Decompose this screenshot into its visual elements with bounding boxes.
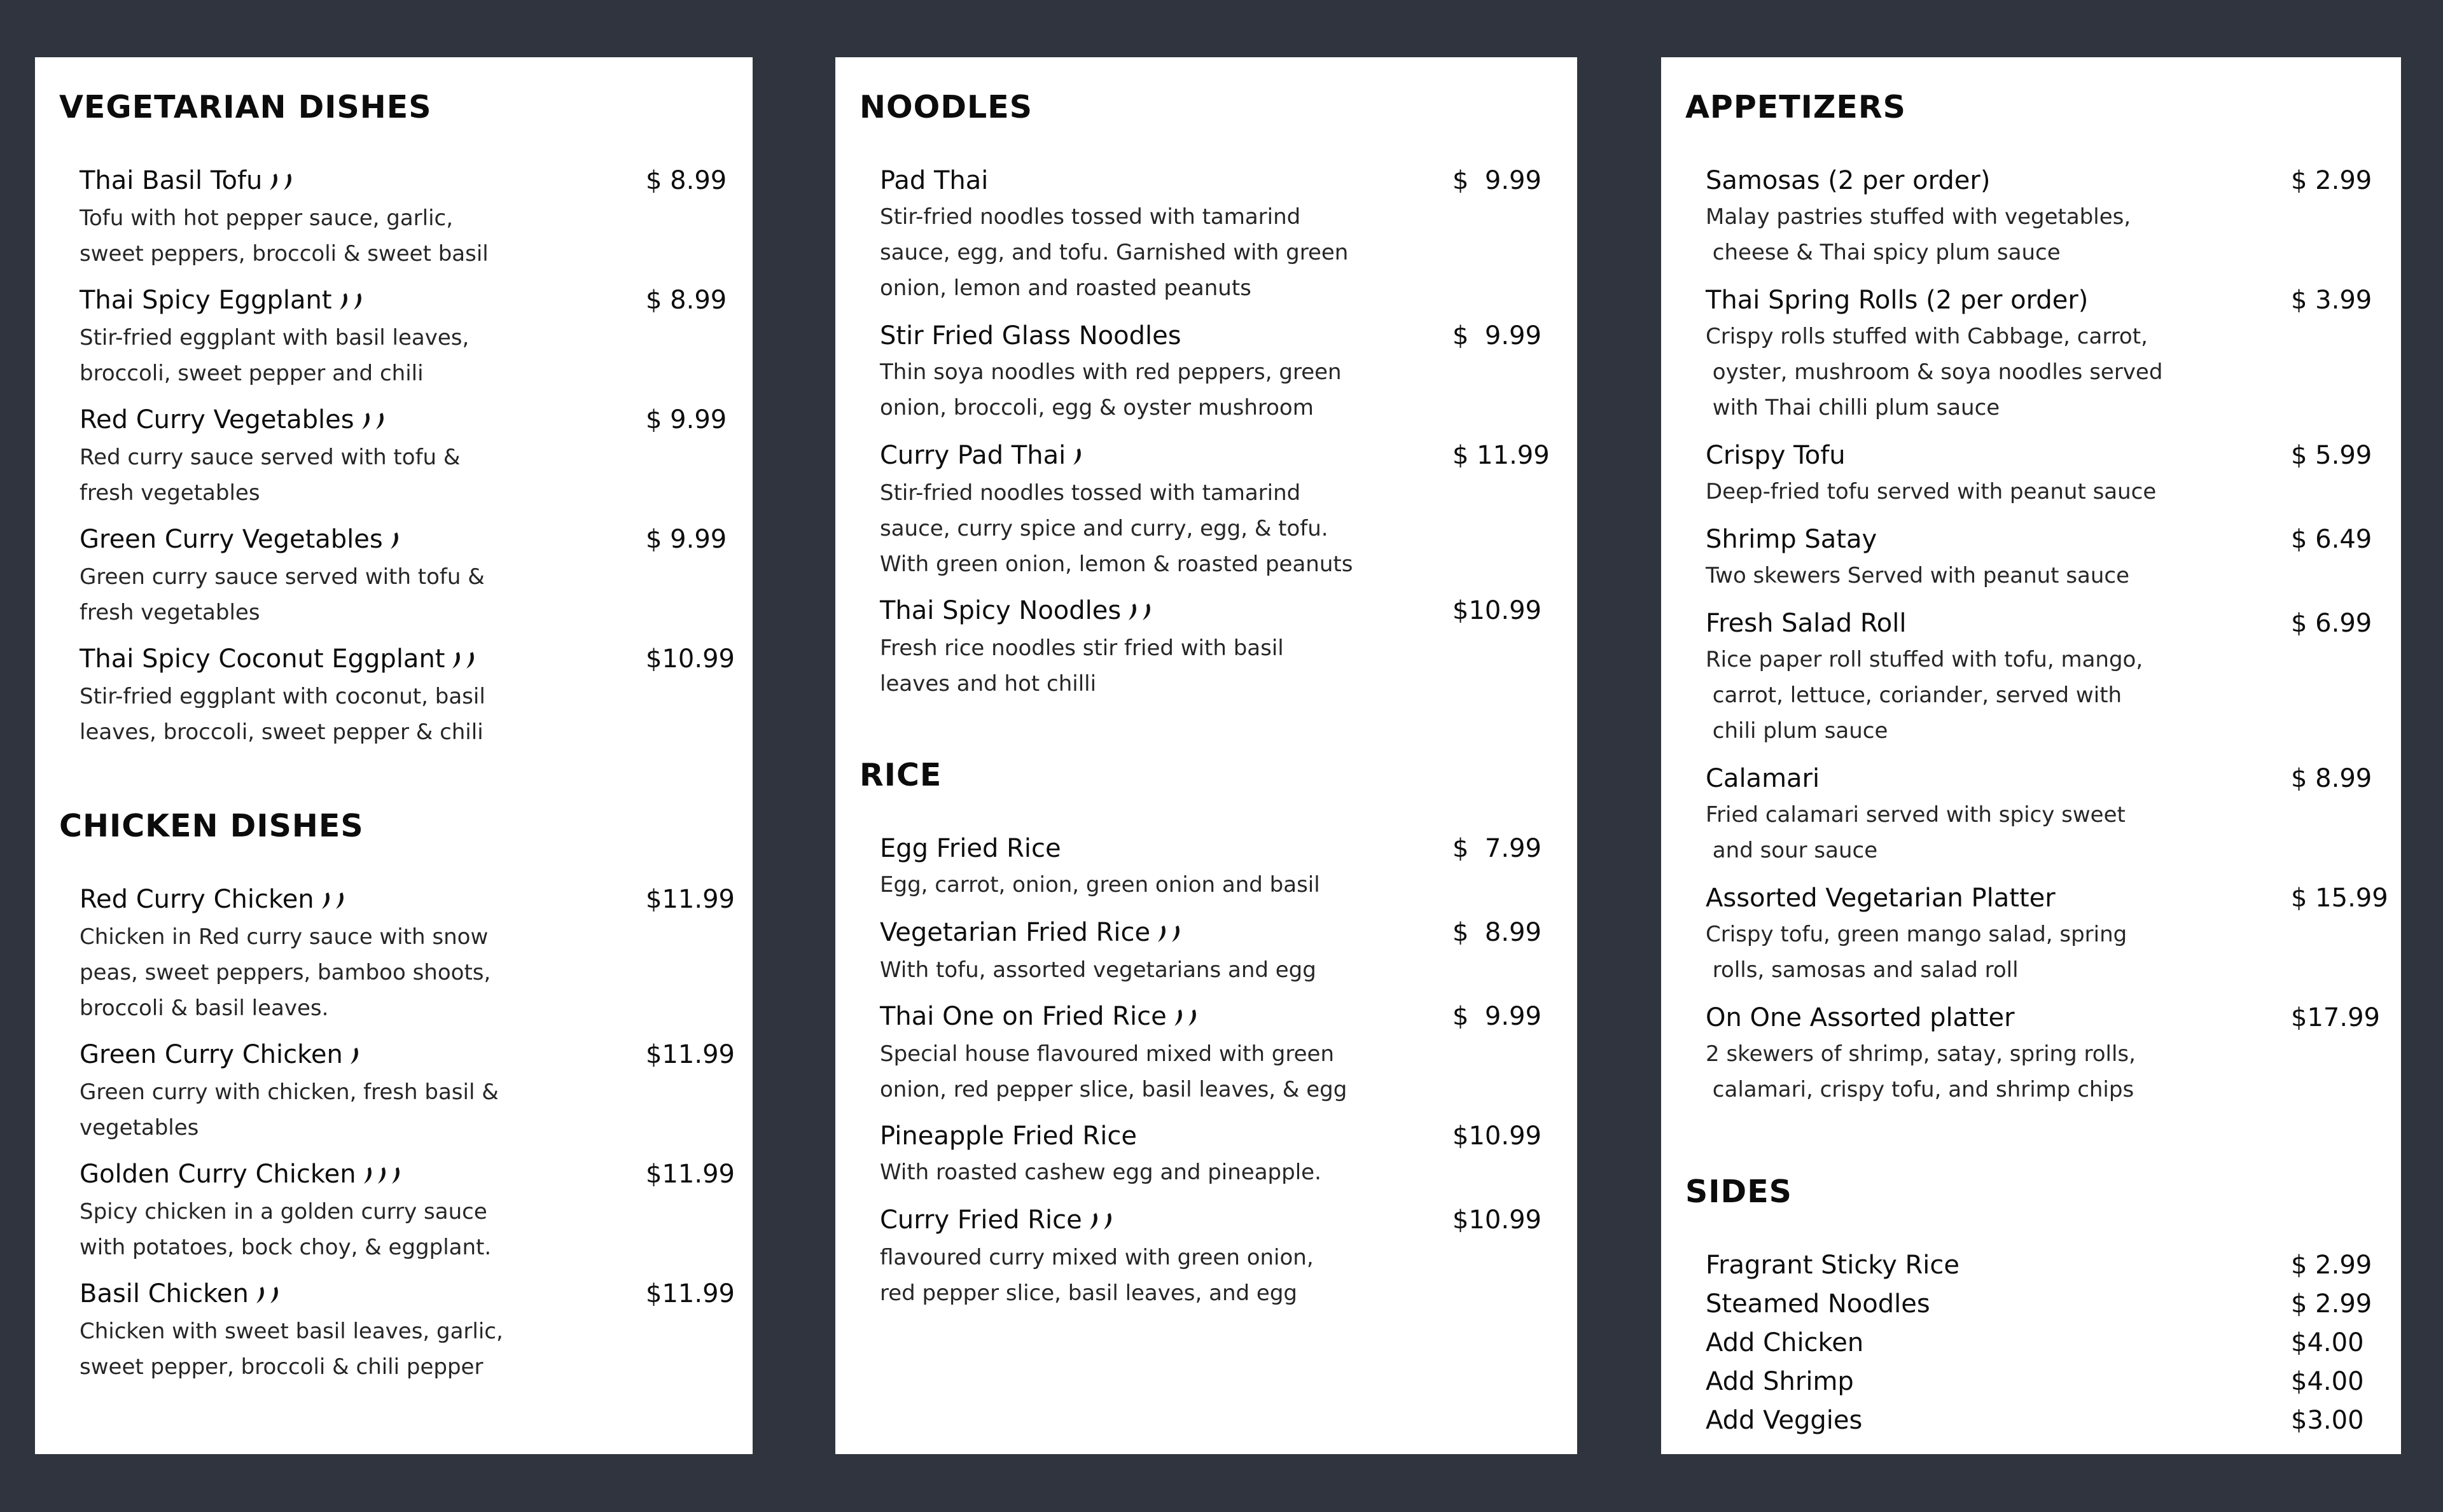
section-title: RICE <box>860 757 942 793</box>
menu-item <box>880 592 1577 702</box>
item-name-text: Pad Thai <box>880 166 989 195</box>
item-description-line: Fresh rice noodles stir fried with basil <box>880 635 1284 661</box>
item-price: $ 2.99 <box>2291 1251 2372 1280</box>
menu-item <box>80 1036 753 1146</box>
chili-pepper-icon <box>359 408 387 434</box>
side-item <box>1706 1402 2401 1439</box>
item-description-line: sauce, curry spice and curry, egg, & tofu. <box>880 516 1328 541</box>
item-name-text: Egg Fried Rice <box>880 834 1061 863</box>
section-title: NOODLES <box>860 89 1033 125</box>
item-name-text: Fragrant Sticky Rice <box>1706 1251 1959 1280</box>
item-description-line: carrot, lettuce, coriander, served with <box>1706 683 2122 708</box>
item-description-line: Rice paper roll stuffed with tofu, mango, <box>1706 647 2143 672</box>
item-price: $ 8.99 <box>2291 764 2372 793</box>
item-description-line: Stir-fried eggplant with basil leaves, <box>80 325 470 350</box>
chili-pepper-icon <box>450 648 478 673</box>
item-name-text: Curry Pad Thai <box>880 441 1066 470</box>
chili-pepper-icon <box>267 169 295 195</box>
item-name-text: Green Curry Chicken <box>80 1040 343 1069</box>
item-description-line: fresh vegetables <box>80 480 260 506</box>
item-description-line: sweet pepper, broccoli & chili pepper <box>80 1354 484 1380</box>
item-description-line: sauce, egg, and tofu. Garnished with green <box>880 240 1349 265</box>
menu-item <box>880 1118 1577 1190</box>
item-description-line: oyster, mushroom & soya noodles served <box>1706 359 2163 385</box>
chili-pepper-icon <box>319 888 347 913</box>
item-description-line: Crispy rolls stuffed with Cabbage, carrot, <box>1706 324 2148 349</box>
menu-item <box>1706 760 2401 868</box>
item-description-line: onion, broccoli, egg & oyster mushroom <box>880 395 1314 420</box>
section-title: SIDES <box>1685 1174 1792 1210</box>
item-description-line: Stir-fried eggplant with coconut, basil <box>80 684 485 709</box>
item-price: $3.00 <box>2291 1406 2364 1435</box>
item-price: $ 9.99 <box>1452 321 1542 350</box>
item-name-text: Green Curry Vegetables <box>80 525 383 554</box>
menu-item <box>1706 162 2401 270</box>
item-name-text: Samosas (2 per order) <box>1706 166 1991 195</box>
item-name-text: Thai Spicy Eggplant <box>80 286 332 315</box>
side-item <box>1706 1247 2401 1284</box>
side-item <box>1706 1286 2401 1322</box>
menu-item <box>880 830 1577 903</box>
item-description-line: vegetables <box>80 1115 199 1141</box>
item-price: $4.00 <box>2291 1367 2364 1396</box>
item-price: $ 8.99 <box>646 286 727 315</box>
item-description-line: With tofu, assorted vegetarians and egg <box>880 957 1316 983</box>
item-price: $ 9.99 <box>1452 1002 1542 1031</box>
item-price: $10.99 <box>1452 596 1542 625</box>
menu-item <box>80 282 753 391</box>
item-price: $ 6.99 <box>2291 609 2372 638</box>
menu-item <box>80 641 753 750</box>
item-name-text: Thai Spicy Noodles <box>880 596 1122 625</box>
item-price: $ 3.99 <box>2291 286 2372 315</box>
chili-pepper-icon <box>361 1163 403 1188</box>
item-name-text: Shrimp Satay <box>1706 525 1877 554</box>
item-description-line: Deep-fried tofu served with peanut sauce <box>1706 479 2157 504</box>
item-description-line: Thin soya noodles with red peppers, green <box>880 359 1342 385</box>
item-name-text: Stir Fried Glass Noodles <box>880 321 1181 350</box>
item-name-text: Calamari <box>1706 764 1820 793</box>
item-name-text: Vegetarian Fried Rice <box>880 918 1151 947</box>
item-description-line: Special house flavoured mixed with green <box>880 1041 1334 1067</box>
chili-pepper-icon <box>1155 921 1183 947</box>
item-price: $11.99 <box>646 1160 735 1189</box>
item-description-line: Red curry sauce served with tofu & <box>80 445 461 470</box>
item-price: $ 11.99 <box>1452 441 1550 470</box>
item-description-line: Stir-fried noodles tossed with tamarind <box>880 204 1301 230</box>
item-description-line: Egg, carrot, onion, green onion and basil <box>880 872 1320 898</box>
item-name-text: Curry Fried Rice <box>880 1205 1082 1235</box>
item-name-text: Crispy Tofu <box>1706 441 1846 470</box>
item-price: $11.99 <box>646 1279 735 1308</box>
menu-item <box>1706 880 2401 988</box>
item-description-line: sweet peppers, broccoli & sweet basil <box>80 241 489 267</box>
menu-panel-middle <box>835 57 1577 1454</box>
item-description-line: Chicken with sweet basil leaves, garlic, <box>80 1319 503 1344</box>
menu-item <box>80 162 753 272</box>
item-name-text: Red Curry Chicken <box>80 885 314 914</box>
chili-pepper-icon <box>388 528 402 553</box>
item-description-line: Stir-fried noodles tossed with tamarind <box>880 480 1301 506</box>
item-price: $17.99 <box>2291 1003 2380 1032</box>
item-description-line: flavoured curry mixed with green onion, <box>880 1245 1314 1270</box>
item-name-text: Assorted Vegetarian Platter <box>1706 884 2056 913</box>
menu-panel-right <box>1661 57 2401 1454</box>
chili-pepper-icon <box>337 289 365 314</box>
item-description-line: Chicken in Red curry sauce with snow <box>80 924 489 950</box>
item-price: $ 15.99 <box>2291 884 2388 913</box>
item-name-text: Steamed Noodles <box>1706 1289 1930 1319</box>
item-description-line: rolls, samosas and salad roll <box>1706 957 2019 983</box>
item-description-line: Crispy tofu, green mango salad, spring <box>1706 922 2127 947</box>
item-description-line: Two skewers Served with peanut sauce <box>1706 563 2130 588</box>
item-name-text: Thai Spring Rolls (2 per order) <box>1706 286 2089 315</box>
item-description-line: broccoli, sweet pepper and chili <box>80 361 424 386</box>
item-description-line: broccoli & basil leaves. <box>80 995 329 1021</box>
item-price: $ 7.99 <box>1452 834 1542 863</box>
item-description-line: with potatoes, bock choy, & eggplant. <box>80 1235 492 1260</box>
item-description-line: red pepper slice, basil leaves, and egg <box>880 1280 1297 1306</box>
item-description-line: chili plum sauce <box>1706 718 1888 744</box>
chili-pepper-icon <box>1087 1209 1115 1234</box>
side-item <box>1706 1324 2401 1361</box>
item-description-line: Spicy chicken in a golden curry sauce <box>80 1199 487 1224</box>
item-price: $10.99 <box>646 644 735 674</box>
chili-pepper-icon <box>1071 444 1085 469</box>
item-name-text: Thai Basil Tofu <box>80 166 263 195</box>
chili-pepper-icon <box>1126 599 1154 625</box>
item-description-line: Malay pastries stuffed with vegetables, <box>1706 204 2131 230</box>
item-name-text: Golden Curry Chicken <box>80 1160 356 1189</box>
item-price: $ 2.99 <box>2291 166 2372 195</box>
menu-item <box>1706 437 2401 510</box>
chili-pepper-icon <box>1172 1005 1200 1030</box>
item-description-line: fresh vegetables <box>80 600 260 625</box>
item-description-line: With green onion, lemon & roasted peanuts <box>880 551 1353 577</box>
item-price: $ 2.99 <box>2291 1289 2372 1319</box>
menu-item <box>880 317 1577 426</box>
item-description-line: Fried calamari served with spicy sweet <box>1706 802 2126 828</box>
item-price: $ 8.99 <box>1452 918 1542 947</box>
menu-item <box>880 1202 1577 1311</box>
menu-item <box>1706 605 2401 749</box>
item-description-line: 2 skewers of shrimp, satay, spring rolls, <box>1706 1041 2136 1067</box>
item-description-line: cheese & Thai spicy plum sauce <box>1706 240 2061 265</box>
menu-item <box>80 1156 753 1265</box>
section-title: APPETIZERS <box>1685 89 1906 125</box>
menu-panel-left <box>35 57 753 1454</box>
menu-item <box>80 521 753 630</box>
chili-pepper-icon <box>348 1043 362 1069</box>
item-description-line: calamari, crispy tofu, and shrimp chips <box>1706 1077 2134 1102</box>
item-description-line: leaves, broccoli, sweet pepper & chili <box>80 719 484 745</box>
menu-item <box>1706 999 2401 1107</box>
item-description-line: peas, sweet peppers, bamboo shoots, <box>80 960 491 985</box>
item-description-line: leaves and hot chilli <box>880 671 1097 697</box>
item-price: $ 9.99 <box>1452 166 1542 195</box>
item-price: $ 8.99 <box>646 166 727 195</box>
section-title: VEGETARIAN DISHES <box>59 89 432 125</box>
item-name-text: Basil Chicken <box>80 1279 249 1308</box>
item-price: $10.99 <box>1452 1121 1542 1151</box>
item-description-line: onion, red pepper slice, basil leaves, & egg <box>880 1077 1347 1102</box>
menu-item <box>1706 521 2401 593</box>
item-name-text: Pineapple Fried Rice <box>880 1121 1137 1151</box>
menu-item <box>880 914 1577 988</box>
chili-pepper-icon <box>254 1282 282 1308</box>
item-description-line: with Thai chilli plum sauce <box>1706 395 2000 420</box>
menu-item <box>880 437 1577 582</box>
item-name-text: Add Shrimp <box>1706 1367 1854 1396</box>
item-price: $11.99 <box>646 1040 735 1069</box>
item-price: $ 9.99 <box>646 525 727 554</box>
menu-item <box>1706 282 2401 426</box>
item-description-line: Green curry sauce served with tofu & <box>80 564 485 590</box>
menu-item <box>80 881 753 1026</box>
item-price: $10.99 <box>1452 1205 1542 1235</box>
item-price: $ 9.99 <box>646 405 727 434</box>
item-name-text: Thai Spicy Coconut Eggplant <box>80 644 445 674</box>
item-description-line: Green curry with chicken, fresh basil & <box>80 1079 499 1105</box>
item-name-text: Thai One on Fried Rice <box>880 1002 1167 1031</box>
item-price: $ 6.49 <box>2291 525 2372 554</box>
item-name-text: Fresh Salad Roll <box>1706 609 1907 638</box>
item-name-text: Red Curry Vegetables <box>80 405 354 434</box>
side-item <box>1706 1363 2401 1400</box>
menu-item <box>80 401 753 511</box>
menu-item <box>880 162 1577 306</box>
item-price: $ 5.99 <box>2291 441 2372 470</box>
item-name-text: Add Veggies <box>1706 1406 1863 1435</box>
menu-item <box>80 1275 753 1385</box>
item-price: $4.00 <box>2291 1328 2364 1357</box>
item-price: $11.99 <box>646 885 735 914</box>
item-name-text: On One Assorted platter <box>1706 1003 2015 1032</box>
item-description-line: With roasted cashew egg and pineapple. <box>880 1160 1321 1185</box>
item-description-line: and sour sauce <box>1706 838 1878 863</box>
item-description-line: Tofu with hot pepper sauce, garlic, <box>80 205 454 231</box>
menu-item <box>880 998 1577 1107</box>
item-name-text: Add Chicken <box>1706 1328 1864 1357</box>
item-description-line: onion, lemon and roasted peanuts <box>880 275 1251 301</box>
section-title: CHICKEN DISHES <box>59 808 364 844</box>
